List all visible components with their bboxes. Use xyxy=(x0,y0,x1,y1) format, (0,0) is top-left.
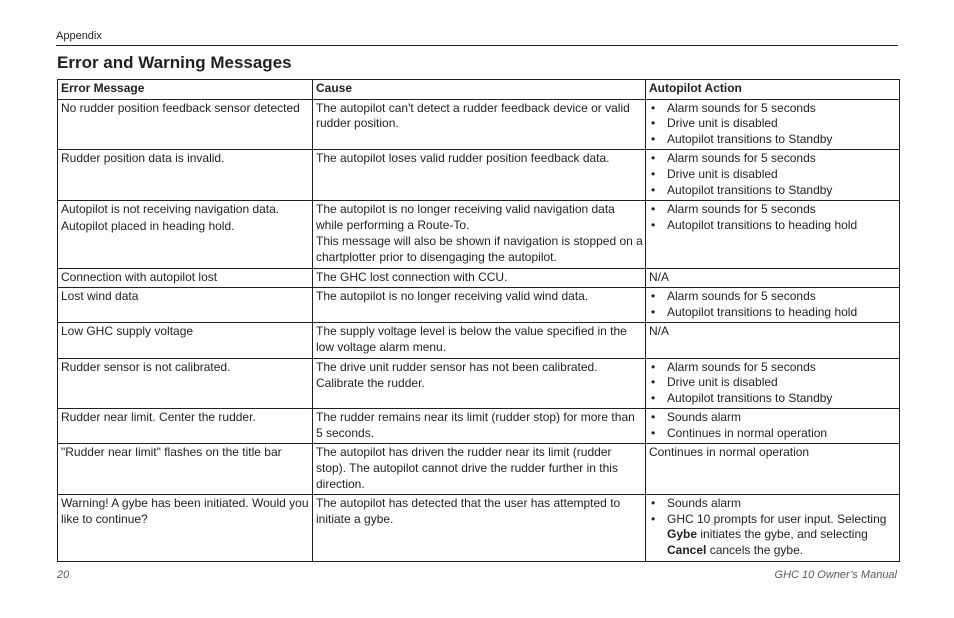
action-list xyxy=(649,202,897,233)
error-message-cell xyxy=(58,444,313,495)
cause-cell xyxy=(313,323,646,358)
cause-text: The autopilot is no longer receiving valid wind data. xyxy=(316,289,589,304)
section-label: Appendix xyxy=(56,30,102,42)
cause-text: The supply voltage level is below the value specified in the low voltage alarm menu. xyxy=(316,324,627,354)
action-item: • Alarm sounds for 5 seconds xyxy=(649,151,897,167)
error-message-cell xyxy=(58,99,313,150)
table-row xyxy=(58,444,900,495)
action-text: initiates the gybe, and selecting xyxy=(697,527,868,542)
cause-cell xyxy=(313,99,646,150)
action-text: GHC 10 prompts for user input. Selecting xyxy=(667,511,887,526)
error-message-text: Connection with autopilot lost xyxy=(61,269,218,284)
cause-text: The autopilot has detected that the user has attempted to initiate a gybe. xyxy=(316,496,621,526)
action-item: • Autopilot transitions to heading hold xyxy=(649,305,897,321)
action-text: N/A xyxy=(649,324,670,339)
table-row xyxy=(58,409,900,444)
cause-text: The rudder remains near its limit (rudder stop) for more than 5 seconds. xyxy=(316,410,635,440)
autopilot-action-cell xyxy=(646,323,900,358)
cause-cell xyxy=(313,444,646,495)
autopilot-action-cell xyxy=(646,268,900,288)
table-row xyxy=(58,323,900,358)
action-list xyxy=(649,289,897,320)
action-list xyxy=(649,410,897,441)
autopilot-action-cell xyxy=(646,444,900,495)
cause-text: The autopilot has driven the rudder near its limit (rudder stop). The autopilot cannot drive the rudder further in this direction. xyxy=(316,445,618,491)
action-item: • Autopilot transitions to Standby xyxy=(649,132,897,148)
table-row xyxy=(58,288,900,323)
error-message-text: Warning! A gybe has been initiated. Would you like to continue? xyxy=(61,496,309,526)
autopilot-action-cell xyxy=(646,201,900,268)
autopilot-action-cell xyxy=(646,99,900,150)
error-message-cell xyxy=(58,288,313,323)
action-item: • Autopilot transitions to Standby xyxy=(649,183,897,199)
error-message-text: "Rudder near limit" flashes on the title bar xyxy=(61,445,282,460)
action-emphasis: Gybe xyxy=(667,527,698,542)
autopilot-action-cell xyxy=(646,495,900,561)
error-message-cell xyxy=(58,495,313,561)
error-message-cell xyxy=(58,150,313,201)
cause-text: The autopilot can't detect a rudder feedback device or valid rudder position. xyxy=(316,100,630,131)
page-title: Error and Warning Messages xyxy=(57,53,292,72)
cause-cell xyxy=(313,409,646,444)
action-list xyxy=(649,101,897,148)
error-message-cell xyxy=(58,409,313,444)
action-item: • Autopilot transitions to heading hold xyxy=(649,218,897,234)
action-list xyxy=(649,360,897,407)
cause-text: Calibrate the rudder. xyxy=(316,376,425,391)
cause-cell xyxy=(313,150,646,201)
cause-cell xyxy=(313,268,646,288)
error-message-cell xyxy=(58,268,313,288)
cause-cell xyxy=(313,201,646,268)
cause-cell xyxy=(313,358,646,409)
error-message-text: No rudder position feedback sensor detected xyxy=(61,100,300,115)
cause-text: The autopilot loses valid rudder position feedback data. xyxy=(316,151,610,166)
table-row xyxy=(58,99,900,150)
column-header-error-message: Error Message xyxy=(58,80,313,100)
cause-text: The drive unit rudder sensor has not been calibrated. xyxy=(316,359,598,374)
error-message-text: Lost wind data xyxy=(61,289,139,304)
table-body xyxy=(58,99,900,561)
cause-text: This message will also be shown if navigation is stopped on a chartplotter prior to disengaging the autopilot. xyxy=(316,234,643,264)
error-message-cell xyxy=(58,358,313,409)
error-message-text: Rudder position data is invalid. xyxy=(61,151,225,166)
autopilot-action-cell xyxy=(646,150,900,201)
manual-title: GHC 10 Owner’s Manual xyxy=(774,569,897,581)
column-header-autopilot-action: Autopilot Action xyxy=(646,80,900,100)
error-message-cell xyxy=(58,323,313,358)
action-item: • Continues in normal operation xyxy=(649,426,897,442)
action-item: • Drive unit is disabled xyxy=(649,116,897,132)
error-message-text: Low GHC supply voltage xyxy=(61,324,194,339)
table-row xyxy=(58,358,900,409)
action-item: • Autopilot transitions to Standby xyxy=(649,391,897,407)
action-item: • Alarm sounds for 5 seconds xyxy=(649,289,897,305)
autopilot-action-cell xyxy=(646,288,900,323)
table-row xyxy=(58,268,900,288)
column-header-cause: Cause xyxy=(313,80,646,100)
action-text: Sounds alarm xyxy=(667,496,742,511)
action-item: • Alarm sounds for 5 seconds xyxy=(649,101,897,117)
action-list xyxy=(649,496,897,558)
header-divider xyxy=(56,45,898,46)
action-item: • Alarm sounds for 5 seconds xyxy=(649,202,897,218)
error-message-cell xyxy=(58,201,313,268)
page-number: 20 xyxy=(57,569,70,581)
error-messages-table xyxy=(57,79,900,562)
cause-cell xyxy=(313,288,646,323)
action-emphasis: Cancel xyxy=(667,543,707,558)
autopilot-action-cell xyxy=(646,358,900,409)
cause-text: The autopilot is no longer receiving valid navigation data while performing a Route-To. xyxy=(316,202,615,232)
error-message-text: Rudder sensor is not calibrated. xyxy=(61,359,231,374)
action-text: Continues in normal operation xyxy=(649,445,810,460)
error-message-text: Rudder near limit. Center the rudder. xyxy=(61,410,256,425)
error-message-text: Autopilot placed in heading hold. xyxy=(61,218,235,233)
table-row xyxy=(58,150,900,201)
action-item: • Alarm sounds for 5 seconds xyxy=(649,360,897,376)
table-header-row xyxy=(58,80,900,100)
action-item xyxy=(649,512,897,559)
action-text: cancels the gybe. xyxy=(706,543,804,558)
action-list xyxy=(649,151,897,198)
action-item: • Drive unit is disabled xyxy=(649,375,897,391)
error-message-text: Autopilot is not receiving navigation data. xyxy=(61,202,280,217)
action-item: • Drive unit is disabled xyxy=(649,167,897,183)
autopilot-action-cell xyxy=(646,409,900,444)
action-item: • Sounds alarm xyxy=(649,410,897,426)
action-text: N/A xyxy=(649,269,670,284)
action-item xyxy=(649,496,897,512)
cause-text: The GHC lost connection with CCU. xyxy=(316,269,508,284)
table-row xyxy=(58,495,900,561)
table-row xyxy=(58,201,900,268)
cause-cell xyxy=(313,495,646,561)
